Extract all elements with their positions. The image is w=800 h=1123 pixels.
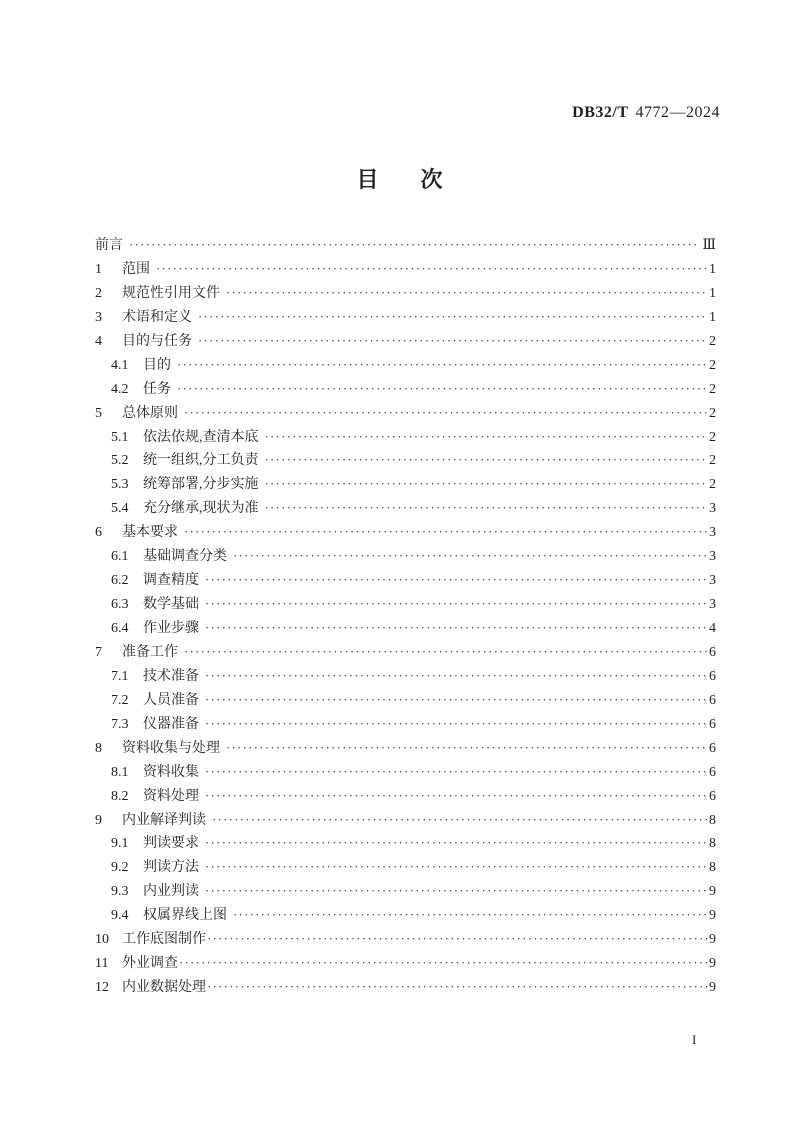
toc-entry-number: 5.3 <box>111 477 129 493</box>
toc-entry <box>95 281 716 305</box>
toc-entry <box>95 448 716 472</box>
toc-entry-title: 统筹部署,分步实施 <box>143 477 259 493</box>
toc-entry-title: 目的与任务 <box>122 333 192 349</box>
toc-entry-page: 4 <box>709 621 716 636</box>
toc-entry <box>95 879 716 903</box>
toc-entry-number: 5.2 <box>111 453 129 469</box>
toc-entry-number: 8.1 <box>111 764 129 780</box>
toc-entry-page: 3 <box>709 573 716 589</box>
toc-entry-page: 9 <box>709 956 716 972</box>
toc-entry <box>95 784 716 808</box>
toc-entry-number: 6.2 <box>111 573 129 589</box>
toc-entry-title: 内业解译判读 <box>122 812 206 828</box>
dot-leader <box>205 712 707 736</box>
dot-leader <box>205 784 707 808</box>
dot-leader <box>198 305 707 329</box>
toc-entry-title: 统一组织,分工负责 <box>143 453 259 469</box>
toc-entry-title: 判读要求 <box>143 836 199 852</box>
toc-entry <box>95 616 716 640</box>
toc-entry <box>95 664 716 688</box>
toc-entry-number: 12 <box>95 980 109 996</box>
toc-entry-page: 2 <box>709 405 716 421</box>
toc-entry-number: 7.1 <box>111 668 129 684</box>
toc-entry-number: 6.4 <box>111 621 129 636</box>
toc-entry-title: 外业调查 <box>122 956 178 972</box>
toc-entry <box>95 305 716 329</box>
toc-entry <box>95 257 716 281</box>
toc-entry <box>95 592 716 616</box>
document-code-prefix: DB32/T <box>572 104 629 121</box>
toc-entry-title: 准备工作 <box>122 644 178 660</box>
dot-leader <box>205 568 707 592</box>
toc-entry-title: 内业数据处理 <box>122 980 206 996</box>
toc-entry-page: 1 <box>709 261 716 277</box>
toc-entry-title: 资料收集 <box>143 764 199 780</box>
toc-entry <box>95 401 716 425</box>
toc-entry-title: 工作底图制作 <box>122 932 206 948</box>
toc-entry-title: 术语和定义 <box>122 309 192 325</box>
dot-leader <box>207 927 707 951</box>
toc-entry <box>95 640 716 664</box>
dot-leader <box>265 448 708 472</box>
toc-entry-page: 6 <box>709 764 716 780</box>
toc-entry-page: 1 <box>709 309 716 325</box>
document-code <box>572 104 720 122</box>
toc-entry-title: 技术准备 <box>143 668 199 684</box>
toc-entry <box>95 377 716 401</box>
toc-entry-number: 7.2 <box>111 692 129 708</box>
toc-entry-page: 8 <box>709 860 716 876</box>
dot-leader <box>212 808 707 832</box>
toc-entry-page: 3 <box>709 525 716 541</box>
toc-entry <box>95 951 716 975</box>
toc-entry-title: 人员准备 <box>143 692 199 708</box>
toc-entry-page: 8 <box>709 836 716 852</box>
toc-entry <box>95 808 716 832</box>
toc-entry <box>95 831 716 855</box>
toc-entry-number: 6.1 <box>111 549 129 565</box>
toc-entry <box>95 688 716 712</box>
toc-entry-title: 目的 <box>143 357 171 373</box>
page-title: 目 次 <box>356 167 444 192</box>
toc-entry-title: 基本要求 <box>122 525 178 541</box>
dot-leader <box>205 664 707 688</box>
toc-entry-page: 6 <box>709 692 716 708</box>
dot-leader <box>177 377 707 401</box>
toc-entry <box>95 544 716 568</box>
toc-entry-number: 11 <box>95 956 109 972</box>
toc-entry-number: 8.2 <box>111 788 129 804</box>
toc-entry <box>95 568 716 592</box>
toc-entry-page: 8 <box>709 812 716 828</box>
toc-entry-title: 范围 <box>122 261 150 277</box>
toc-entry-title: 作业步骤 <box>143 621 199 636</box>
dot-leader <box>205 616 707 640</box>
dot-leader <box>233 903 707 927</box>
dot-leader <box>205 760 707 784</box>
dot-leader <box>198 329 707 353</box>
toc-entry-page: 2 <box>709 381 716 397</box>
toc-entry-title: 规范性引用文件 <box>122 285 220 301</box>
toc-entry-number: 1 <box>95 261 102 277</box>
toc-entry-number: 7 <box>95 644 102 660</box>
toc-entry-title: 基础调查分类 <box>143 549 227 565</box>
toc-entry <box>95 712 716 736</box>
toc-entry-page: 1 <box>709 285 716 301</box>
toc-entry-title: 仪器准备 <box>143 716 199 732</box>
dot-leader <box>205 688 707 712</box>
toc-entry-page: 6 <box>709 740 716 756</box>
toc-entry <box>95 903 716 927</box>
toc-entry <box>95 496 716 520</box>
toc-entry-page: 6 <box>709 788 716 804</box>
toc-entry <box>95 472 716 496</box>
toc-entry-number: 10 <box>95 932 109 948</box>
toc-entry-number: 9.3 <box>111 884 129 900</box>
toc-entry <box>95 760 716 784</box>
toc-entry-title: 资料处理 <box>143 788 199 804</box>
toc-entry-title: 总体原则 <box>122 405 178 421</box>
dot-leader <box>205 855 707 879</box>
toc-entry-page: 2 <box>709 429 716 445</box>
dot-leader <box>205 879 707 903</box>
toc-entry-page: Ⅲ <box>702 238 716 253</box>
toc-entry <box>95 736 716 760</box>
dot-leader <box>265 425 708 449</box>
toc-entry-title: 前言 <box>95 238 123 253</box>
toc-entry-page: 3 <box>709 501 716 517</box>
dot-leader <box>177 353 707 377</box>
dot-leader <box>205 592 707 616</box>
toc-entry-number: 7.3 <box>111 716 129 732</box>
toc-entry-page: 3 <box>709 597 716 613</box>
toc-entry-number: 4.1 <box>111 357 129 373</box>
toc-entry <box>95 233 716 257</box>
toc-entry <box>95 855 716 879</box>
dot-leader <box>226 736 707 760</box>
toc-entry-number: 5.1 <box>111 429 129 445</box>
dot-leader <box>184 401 707 425</box>
toc-entry-page: 2 <box>709 453 716 469</box>
dot-leader <box>184 520 707 544</box>
dot-leader <box>184 640 707 664</box>
toc-entry <box>95 353 716 377</box>
toc-entry-page: 2 <box>709 357 716 373</box>
toc-entry-number: 5 <box>95 405 102 421</box>
toc-entry-number: 6 <box>95 525 102 541</box>
dot-leader <box>233 544 707 568</box>
dot-leader <box>226 281 707 305</box>
toc-entry-number: 9.1 <box>111 836 129 852</box>
toc-entry <box>95 520 716 544</box>
toc-entry-title: 充分继承,现状为准 <box>143 501 259 517</box>
toc-entry-page: 6 <box>709 644 716 660</box>
dot-leader <box>265 496 708 520</box>
dot-leader <box>179 951 707 975</box>
footer-page-number: I <box>692 1032 697 1047</box>
toc-entry-number: 9.2 <box>111 860 129 876</box>
toc-entry-number: 3 <box>95 309 102 325</box>
toc-list <box>95 233 716 999</box>
toc-entry-page: 3 <box>709 549 716 565</box>
toc-entry-page: 6 <box>709 668 716 684</box>
toc-entry-title: 资料收集与处理 <box>122 740 220 756</box>
toc-entry-page: 9 <box>709 980 716 996</box>
dot-leader <box>207 975 707 999</box>
toc-entry <box>95 927 716 951</box>
toc-entry-number: 4.2 <box>111 381 129 397</box>
toc-entry <box>95 329 716 353</box>
dot-leader <box>129 233 700 257</box>
dot-leader <box>205 831 707 855</box>
dot-leader <box>265 472 708 496</box>
toc-entry-title: 数学基础 <box>143 597 199 613</box>
document-code-number: 4772—2024 <box>635 104 720 121</box>
dot-leader <box>156 257 707 281</box>
toc-entry-title: 判读方法 <box>143 860 199 876</box>
toc-entry-number: 9 <box>95 812 102 828</box>
toc-entry-title: 任务 <box>143 381 171 397</box>
toc-entry-number: 6.3 <box>111 597 129 613</box>
toc-entry-number: 9.4 <box>111 908 129 924</box>
toc-entry-number: 8 <box>95 740 102 756</box>
toc-entry <box>95 425 716 449</box>
toc-entry <box>95 975 716 999</box>
toc-entry-title: 依法依规,查清本底 <box>143 429 259 445</box>
toc-entry-page: 6 <box>709 716 716 732</box>
toc-entry-page: 9 <box>709 884 716 900</box>
toc-entry-title: 调查精度 <box>143 573 199 589</box>
toc-entry-number: 2 <box>95 285 102 301</box>
toc-entry-page: 9 <box>709 908 716 924</box>
toc-entry-number: 4 <box>95 333 102 349</box>
toc-entry-page: 9 <box>709 932 716 948</box>
toc-entry-number: 5.4 <box>111 501 129 517</box>
toc-entry-title: 内业判读 <box>143 884 199 900</box>
toc-entry-page: 2 <box>709 477 716 493</box>
toc-entry-page: 2 <box>709 333 716 349</box>
toc-entry-title: 权属界线上图 <box>143 908 227 924</box>
